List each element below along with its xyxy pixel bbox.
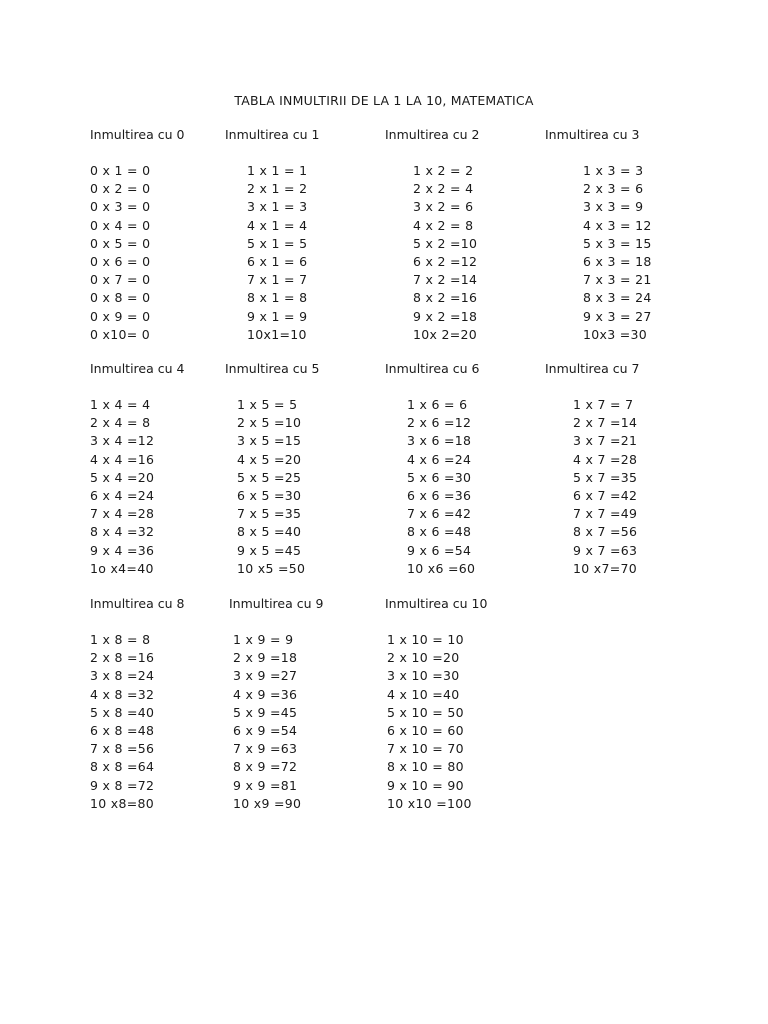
table-row: 10x1=10 (247, 326, 307, 342)
table-row: 3 x 4 =12 (90, 433, 155, 449)
table-row: 6 x 4 =24 (90, 488, 155, 504)
table-row: 7 x 9 =63 (233, 741, 298, 757)
table-row: 7 x 5 =35 (237, 506, 302, 522)
table-row: 6 x 3 = 18 (583, 254, 652, 270)
table-row: 9 x 9 =81 (233, 777, 298, 793)
table-row: 5 x 8 =40 (90, 704, 155, 720)
table-row: 5 x 9 =45 (233, 704, 298, 720)
table-rows (545, 162, 725, 344)
table-row: 9 x 8 =72 (90, 777, 155, 793)
table-row: 6 x 7 =42 (573, 488, 638, 504)
table-row: 2 x 4 = 8 (90, 415, 151, 431)
table-row: 9 x 5 =45 (237, 542, 302, 558)
table-heading: Inmultirea cu 0 (90, 127, 185, 142)
table-row: 1 x 10 = 10 (387, 632, 464, 647)
table-row: 4 x 2 = 8 (413, 217, 474, 233)
table-block-2 (385, 126, 565, 344)
table-row: 4 x 9 =36 (233, 686, 298, 702)
table-row: 0 x10= 0 (90, 326, 151, 342)
table-row: 3 x 6 =18 (407, 433, 472, 449)
table-row: 1 x 9 = 9 (233, 632, 294, 647)
table-heading: Inmultirea cu 10 (385, 596, 488, 611)
table-row: 6 x 9 =54 (233, 723, 298, 739)
table-row: 7 x 4 =28 (90, 506, 155, 522)
table-row: 10x 2=20 (413, 326, 478, 342)
table-heading: Inmultirea cu 9 (229, 596, 324, 611)
table-row: 1 x 1 = 1 (247, 163, 308, 178)
table-block-1 (225, 126, 405, 344)
table-row: 2 x 3 = 6 (583, 181, 644, 197)
page-title: TABLA INMULTIRII DE LA 1 LA 10, MATEMATICA (234, 93, 534, 108)
table-row: 7 x 7 =49 (573, 506, 638, 522)
table-row: 8 x 1 = 8 (247, 290, 308, 306)
table-row: 5 x 2 =10 (413, 235, 478, 251)
table-row: 8 x 7 =56 (573, 524, 638, 540)
table-block-7 (545, 360, 725, 578)
table-row: 5 x 7 =35 (573, 469, 638, 485)
table-heading: Inmultirea cu 3 (545, 127, 640, 142)
table-row: 3 x 10 =30 (387, 668, 460, 684)
table-heading: Inmultirea cu 8 (90, 596, 185, 611)
table-rows (229, 631, 409, 813)
table-row: 3 x 7 =21 (573, 433, 638, 449)
table-row: 1 x 7 = 7 (573, 397, 634, 412)
table-row: 6 x 1 = 6 (247, 254, 308, 270)
table-row: 0 x 7 = 0 (90, 272, 151, 288)
table-row: 6 x 10 = 60 (387, 723, 464, 739)
table-row: 1 x 2 = 2 (413, 163, 474, 178)
table-block-10 (385, 595, 565, 813)
table-row: 2 x 8 =16 (90, 650, 155, 666)
table-row: 5 x 5 =25 (237, 469, 302, 485)
table-block-5 (225, 360, 405, 578)
table-row: 0 x 1 = 0 (90, 163, 151, 178)
table-row: 10 x10 =100 (387, 795, 472, 811)
table-row: 0 x 5 = 0 (90, 235, 151, 251)
table-row: 10 x6 =60 (407, 560, 476, 576)
table-row: 1 x 3 = 3 (583, 163, 644, 178)
table-row: 5 x 3 = 15 (583, 235, 652, 251)
table-row: 1 x 8 = 8 (90, 632, 151, 647)
table-row: 5 x 1 = 5 (247, 235, 308, 251)
table-row: 2 x 1 = 2 (247, 181, 308, 197)
table-row: 4 x 10 =40 (387, 686, 460, 702)
table-row: 10 x5 =50 (237, 560, 306, 576)
table-row: 6 x 6 =36 (407, 488, 472, 504)
table-block-3 (545, 126, 725, 344)
table-row: 4 x 7 =28 (573, 451, 638, 467)
table-row: 4 x 1 = 4 (247, 217, 308, 233)
table-row: 10 x8=80 (90, 795, 155, 811)
table-heading: Inmultirea cu 5 (225, 361, 320, 376)
table-row: 9 x 4 =36 (90, 542, 155, 558)
table-row: 0 x 2 = 0 (90, 181, 151, 197)
table-row: 10x3 =30 (583, 326, 648, 342)
table-row: 4 x 4 =16 (90, 451, 155, 467)
table-row: 5 x 10 = 50 (387, 704, 464, 720)
table-row: 6 x 2 =12 (413, 254, 478, 270)
table-row: 7 x 3 = 21 (583, 272, 652, 288)
table-row: 2 x 7 =14 (573, 415, 638, 431)
table-row: 3 x 9 =27 (233, 668, 298, 684)
table-rows (225, 396, 405, 578)
table-row: 3 x 8 =24 (90, 668, 155, 684)
table-row: 4 x 6 =24 (407, 451, 472, 467)
table-row: 0 x 6 = 0 (90, 254, 151, 270)
table-rows (545, 396, 725, 578)
table-row: 9 x 2 =18 (413, 308, 478, 324)
table-row: 1 x 4 = 4 (90, 397, 151, 412)
table-row: 3 x 2 = 6 (413, 199, 474, 215)
table-row: 7 x 10 = 70 (387, 741, 464, 757)
table-row: 10 x7=70 (573, 560, 638, 576)
table-row: 7 x 2 =14 (413, 272, 478, 288)
table-row: 5 x 6 =30 (407, 469, 472, 485)
table-row: 3 x 5 =15 (237, 433, 302, 449)
table-row: 5 x 4 =20 (90, 469, 155, 485)
table-rows (385, 631, 565, 813)
table-row: 1o x4=40 (90, 560, 154, 576)
table-heading: Inmultirea cu 2 (385, 127, 480, 142)
table-row: 4 x 5 =20 (237, 451, 302, 467)
table-row: 7 x 6 =42 (407, 506, 472, 522)
table-heading: Inmultirea cu 6 (385, 361, 480, 376)
table-row: 0 x 8 = 0 (90, 290, 151, 306)
table-rows (385, 162, 565, 344)
table-row: 3 x 1 = 3 (247, 199, 308, 215)
table-block-6 (385, 360, 565, 578)
table-row: 0 x 9 = 0 (90, 308, 151, 324)
table-row: 1 x 6 = 6 (407, 397, 468, 412)
table-row: 8 x 8 =64 (90, 759, 155, 775)
table-rows (385, 396, 565, 578)
table-row: 8 x 4 =32 (90, 524, 155, 540)
table-row: 2 x 9 =18 (233, 650, 298, 666)
table-row: 2 x 5 =10 (237, 415, 302, 431)
table-row: 9 x 7 =63 (573, 542, 638, 558)
table-row: 3 x 3 = 9 (583, 199, 644, 215)
table-row: 2 x 2 = 4 (413, 181, 474, 197)
table-row: 0 x 3 = 0 (90, 199, 151, 215)
table-row: 6 x 5 =30 (237, 488, 302, 504)
table-row: 8 x 3 = 24 (583, 290, 652, 306)
table-row: 7 x 8 =56 (90, 741, 155, 757)
table-heading: Inmultirea cu 7 (545, 361, 640, 376)
table-row: 9 x 10 = 90 (387, 777, 464, 793)
table-row: 0 x 4 = 0 (90, 217, 151, 233)
table-row: 9 x 6 =54 (407, 542, 472, 558)
table-row: 9 x 3 = 27 (583, 308, 652, 324)
table-row: 8 x 6 =48 (407, 524, 472, 540)
table-row: 8 x 2 =16 (413, 290, 478, 306)
table-row: 4 x 8 =32 (90, 686, 155, 702)
table-row: 10 x9 =90 (233, 795, 302, 811)
table-row: 6 x 8 =48 (90, 723, 155, 739)
table-row: 8 x 5 =40 (237, 524, 302, 540)
table-row: 8 x 9 =72 (233, 759, 298, 775)
table-block-9 (229, 595, 409, 813)
table-row: 7 x 1 = 7 (247, 272, 308, 288)
table-row: 2 x 10 =20 (387, 650, 460, 666)
table-row: 2 x 6 =12 (407, 415, 472, 431)
table-heading: Inmultirea cu 4 (90, 361, 185, 376)
table-heading: Inmultirea cu 1 (225, 127, 320, 142)
table-row: 9 x 1 = 9 (247, 308, 308, 324)
table-row: 4 x 3 = 12 (583, 217, 652, 233)
table-row: 1 x 5 = 5 (237, 397, 298, 412)
table-row: 8 x 10 = 80 (387, 759, 464, 775)
table-rows (225, 162, 405, 344)
